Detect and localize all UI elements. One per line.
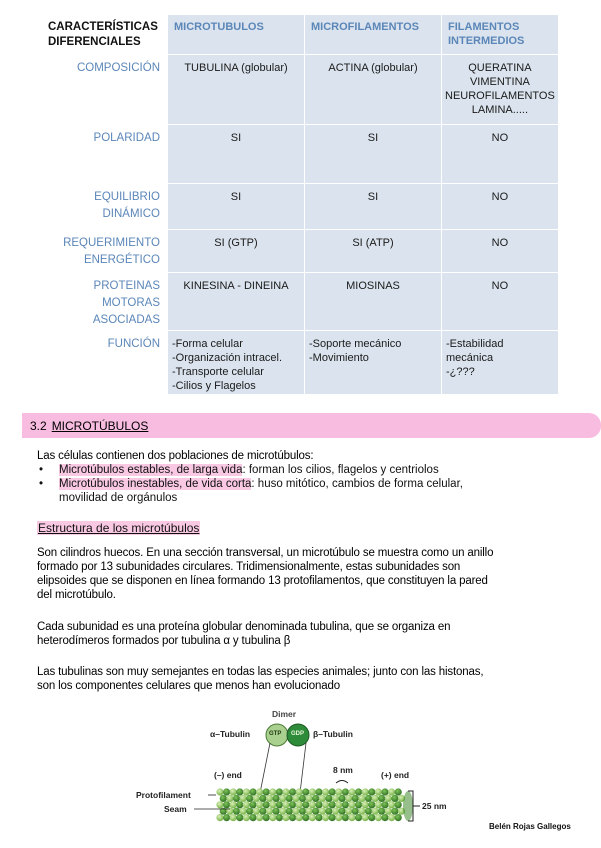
table-cell bbox=[305, 331, 442, 395]
tubulin-subunit bbox=[276, 788, 283, 795]
cell-line: -Estabilidad bbox=[446, 338, 504, 350]
cell-line: -Movimiento bbox=[309, 352, 369, 364]
tubulin-subunit bbox=[358, 795, 365, 802]
tubulin-subunit bbox=[296, 788, 303, 795]
alpha-tubulin-label: α–Tubulin bbox=[210, 729, 251, 739]
tubulin-subunit bbox=[345, 795, 352, 802]
table-cell bbox=[305, 273, 442, 331]
label-line: DINÁMICO bbox=[102, 208, 160, 220]
tubulin-subunit bbox=[286, 808, 293, 815]
section-name: MICROTÚBULOS bbox=[51, 419, 149, 433]
tubulin-subunit bbox=[243, 801, 250, 808]
tubulin-subunit bbox=[216, 814, 223, 821]
tubulin-subunit bbox=[266, 808, 273, 815]
cell-line: NO bbox=[491, 132, 509, 144]
bullet-text: : huso mitótico, cambios de forma celular, bbox=[251, 478, 463, 490]
tubulin-subunit bbox=[273, 795, 280, 802]
tubulin-subunit bbox=[269, 788, 276, 795]
header-line: INTERMEDIOS bbox=[448, 35, 525, 47]
table-row bbox=[45, 125, 559, 184]
tubulin-subunit bbox=[296, 814, 303, 821]
paragraph bbox=[37, 665, 483, 693]
cell-line: QUERATINA bbox=[468, 62, 532, 74]
comparison-table bbox=[44, 14, 559, 395]
tubulin-subunit bbox=[243, 814, 250, 821]
table-cell bbox=[442, 184, 559, 230]
tubulin-subunit bbox=[322, 788, 329, 795]
microtubule-figure bbox=[130, 705, 460, 840]
bullet-dot: • bbox=[39, 478, 44, 490]
tubulin-subunit bbox=[335, 788, 342, 795]
label-line: COMPOSICIÓN bbox=[76, 62, 160, 74]
tubulin-subunit bbox=[381, 814, 388, 821]
tubulin-subunit bbox=[292, 795, 299, 802]
tubulin-subunit bbox=[388, 814, 395, 821]
label-line: ENERGÉTICO bbox=[83, 254, 160, 266]
cell-line: -Soporte mecánico bbox=[309, 338, 402, 350]
tubulin-subunit bbox=[226, 795, 233, 802]
tubulin-subunit bbox=[302, 788, 309, 795]
length-8nm-label: 8 nm bbox=[333, 765, 353, 775]
list-item bbox=[37, 477, 557, 505]
table-row bbox=[45, 230, 559, 273]
tubulin-subunit bbox=[279, 795, 286, 802]
tubulin-subunit bbox=[322, 814, 329, 821]
table-cell bbox=[168, 230, 305, 273]
plus-end-label: (+) end bbox=[381, 770, 410, 780]
tubulin-subunit bbox=[253, 808, 260, 815]
table-cell bbox=[442, 55, 559, 125]
tubulin-subunit bbox=[342, 788, 349, 795]
tubulin-subunit bbox=[253, 795, 260, 802]
tubulin-subunit bbox=[312, 808, 319, 815]
tubulin-subunit bbox=[375, 801, 382, 808]
tubulin-subunit bbox=[269, 801, 276, 808]
tubulin-subunit bbox=[306, 795, 313, 802]
cell-line: VIMENTINA bbox=[469, 76, 530, 88]
tubulin-subunit bbox=[299, 808, 306, 815]
tubulin-subunit bbox=[385, 795, 392, 802]
tubulin-subunit bbox=[282, 801, 289, 808]
table-cell bbox=[442, 331, 559, 395]
tubulin-subunit bbox=[315, 801, 322, 808]
bullet-text: : forman los cilios, flagelos y centriolos bbox=[242, 464, 439, 476]
table-cell bbox=[305, 184, 442, 230]
tubulin-subunit bbox=[335, 814, 342, 821]
label-line: EQUILIBRIO bbox=[94, 191, 160, 203]
tubulin-subunit bbox=[362, 801, 369, 808]
tubulin-subunit bbox=[289, 814, 296, 821]
cell-line: -Transporte celular bbox=[172, 366, 264, 378]
table-cell bbox=[442, 125, 559, 184]
bullet-highlight: Microtúbulos estables, de larga vida bbox=[59, 464, 243, 476]
intro-text: Las células contienen dos poblaciones de microtúbulos: bbox=[37, 450, 314, 462]
tubulin-subunit bbox=[230, 788, 237, 795]
cell-line: NO bbox=[491, 237, 509, 249]
tubulin-subunit bbox=[381, 801, 388, 808]
tubulin-subunit bbox=[319, 795, 326, 802]
tubulin-subunit bbox=[391, 808, 398, 815]
section-header-band bbox=[22, 413, 601, 438]
tubulin-subunit bbox=[355, 801, 362, 808]
tubulin-subunit bbox=[292, 808, 299, 815]
tubulin-subunit bbox=[385, 808, 392, 815]
tubulin-subunit bbox=[236, 801, 243, 808]
tubulin-subunit bbox=[342, 801, 349, 808]
cell-line: SI (GTP) bbox=[214, 237, 258, 249]
tubulin-subunit bbox=[332, 795, 339, 802]
tubulin-subunit bbox=[352, 795, 359, 802]
paragraph bbox=[37, 620, 450, 648]
gtp-label: GTP bbox=[269, 731, 282, 737]
protofilament-label: Protofilament bbox=[136, 790, 191, 800]
tubulin-subunit bbox=[345, 808, 352, 815]
tubulin-subunit bbox=[240, 808, 247, 815]
paragraph-line: elipsoides que se disponen en línea formando 13 protofilamentos, que constituyen la pared bbox=[37, 575, 488, 587]
tubulin-subunit bbox=[375, 814, 382, 821]
paragraph-line: Son cilindros huecos. En una sección transversal, un microtúbulo se muestra como un anillo bbox=[37, 547, 494, 559]
section-title bbox=[30, 419, 148, 433]
diameter-25nm-label: 25 nm bbox=[422, 801, 447, 811]
dimer-pointer-line bbox=[260, 743, 270, 793]
paragraph-line: Cada subunidad es una proteína globular denominada tubulina, que se organiza en bbox=[37, 621, 451, 633]
tubulin-subunit bbox=[372, 808, 379, 815]
cell-line: SI bbox=[367, 132, 379, 144]
tubulin-subunit bbox=[236, 788, 243, 795]
tubulin-subunit bbox=[236, 814, 243, 821]
cell-line: ACTINA (globular) bbox=[328, 62, 418, 74]
corner-line: CARACTERÍSTICAS bbox=[48, 21, 158, 33]
tube-plus-end-cap bbox=[403, 791, 413, 821]
paragraph-line: heterodímeros formados por tubulina α y tubulina β bbox=[37, 635, 291, 647]
table-row bbox=[45, 331, 559, 395]
beta-tubulin-label: β–Tubulin bbox=[313, 729, 353, 739]
tubulin-subunit bbox=[372, 795, 379, 802]
tubulin-subunit bbox=[216, 801, 223, 808]
tubulin-subunit bbox=[246, 808, 253, 815]
tubulin-subunit bbox=[282, 814, 289, 821]
tubulin-subunit bbox=[335, 801, 342, 808]
tubulin-subunit bbox=[302, 814, 309, 821]
tubulin-subunit bbox=[230, 814, 237, 821]
tubulin-subunit bbox=[263, 788, 270, 795]
table-cell bbox=[442, 273, 559, 331]
tubulin-subunit bbox=[365, 795, 372, 802]
tubulin-subunit bbox=[309, 788, 316, 795]
paragraph-line: son los componentes celulares que menos han evolucionado bbox=[37, 680, 340, 692]
tubulin-subunit bbox=[289, 801, 296, 808]
cell-line: SI bbox=[367, 191, 379, 203]
cell-line: SI bbox=[230, 132, 242, 144]
tubulin-subunit bbox=[322, 801, 329, 808]
cell-line: LAMINA..... bbox=[471, 104, 529, 116]
tubulin-subunit bbox=[368, 814, 375, 821]
tubulin-subunit bbox=[319, 808, 326, 815]
table-cell bbox=[305, 230, 442, 273]
row-label-equilibrio bbox=[45, 184, 168, 230]
tubulin-subunit bbox=[352, 808, 359, 815]
paragraph bbox=[37, 546, 493, 602]
tubulin-subunit bbox=[223, 788, 230, 795]
seam-label: Seam bbox=[164, 804, 187, 814]
tubulin-subunit bbox=[302, 801, 309, 808]
corner-line: DIFERENCIALES bbox=[48, 36, 141, 48]
cell-line: -Cilios y Flagelos bbox=[172, 380, 256, 392]
cell-line: MIOSINAS bbox=[346, 280, 400, 292]
tubulin-subunit bbox=[233, 808, 240, 815]
tubulin-subunit bbox=[348, 788, 355, 795]
cell-line: KINESINA - DINEINA bbox=[183, 280, 289, 292]
label-line: REQUERIMIENTO bbox=[63, 237, 160, 249]
tubulin-subunit bbox=[329, 814, 336, 821]
tubulin-subunit bbox=[220, 795, 227, 802]
table-cell bbox=[305, 125, 442, 184]
row-label-composicion bbox=[45, 55, 168, 125]
paragraph-line: Las tubulinas son muy semejantes en todas las especies animales; junto con las histonas, bbox=[37, 666, 484, 678]
subheading bbox=[37, 521, 200, 535]
tubulin-subunit bbox=[269, 814, 276, 821]
tubulin-subunit bbox=[381, 788, 388, 795]
tubulin-subunit bbox=[388, 801, 395, 808]
tubulin-subunit bbox=[276, 814, 283, 821]
bullet-text-continued: movilidad de orgánulos bbox=[59, 492, 178, 504]
table-row bbox=[45, 55, 559, 125]
tubulin-subunit bbox=[329, 788, 336, 795]
tubulin-subunit bbox=[243, 788, 250, 795]
tubulin-subunit bbox=[395, 814, 402, 821]
tubulin-subunit bbox=[249, 814, 256, 821]
paragraph-line: formado por 13 subunidades circulares. Tridimensionalmente, estas subunidades son bbox=[37, 561, 461, 573]
tubulin-subunit bbox=[216, 788, 223, 795]
tubulin-subunit bbox=[276, 801, 283, 808]
tubulin-subunit bbox=[289, 788, 296, 795]
tubulin-subunit bbox=[233, 795, 240, 802]
table-row bbox=[45, 273, 559, 331]
cell-line: mecánica bbox=[446, 352, 494, 364]
tubulin-subunit bbox=[259, 795, 266, 802]
bullet-dot: • bbox=[39, 464, 44, 476]
tubulin-subunit bbox=[362, 814, 369, 821]
bullet-highlight: Microtúbulos inestables, de vida corta bbox=[59, 478, 252, 490]
row-label-funcion bbox=[45, 331, 168, 395]
label-line: POLARIDAD bbox=[93, 132, 160, 144]
tubulin-subunit bbox=[249, 801, 256, 808]
row-label-proteinas bbox=[45, 273, 168, 331]
paragraph-line: del microtúbulo. bbox=[37, 589, 116, 601]
tubulin-subunit bbox=[230, 801, 237, 808]
cell-line: NO bbox=[491, 280, 509, 292]
tubulin-subunit bbox=[391, 795, 398, 802]
table-cell bbox=[168, 125, 305, 184]
cell-line: SI bbox=[230, 191, 242, 203]
tubulin-subunit bbox=[339, 808, 346, 815]
list-item bbox=[37, 463, 557, 477]
tubulin-subunit bbox=[309, 814, 316, 821]
row-label-requerimiento bbox=[45, 230, 168, 273]
tubulin-subunit bbox=[368, 788, 375, 795]
tubulin-subunit bbox=[263, 801, 270, 808]
tubulin-subunit bbox=[355, 788, 362, 795]
tubulin-subunit bbox=[266, 795, 273, 802]
tubulin-subunit bbox=[306, 808, 313, 815]
tubulin-subunit bbox=[388, 788, 395, 795]
tubulin-subunit bbox=[299, 795, 306, 802]
header-microfilamentos bbox=[305, 15, 442, 55]
tubulin-subunit bbox=[263, 814, 270, 821]
table-cell bbox=[168, 55, 305, 125]
microtubule-tube bbox=[216, 788, 413, 821]
table-cell bbox=[168, 273, 305, 331]
tubulin-subunit bbox=[325, 795, 332, 802]
section-number: 3.2 bbox=[30, 419, 47, 433]
tubulin-subunit bbox=[249, 788, 256, 795]
tubulin-subunit bbox=[246, 795, 253, 802]
row-label-polaridad bbox=[45, 125, 168, 184]
tubulin-subunit bbox=[315, 814, 322, 821]
label-line: FUNCIÓN bbox=[107, 338, 160, 350]
gdp-label: GDP bbox=[291, 731, 305, 737]
tubulin-subunit bbox=[348, 814, 355, 821]
header-microtubulos bbox=[168, 15, 305, 55]
header-line: MICROTUBULOS bbox=[174, 21, 264, 33]
cell-line: TUBULINA (globular) bbox=[184, 62, 288, 74]
tubulin-subunit bbox=[223, 814, 230, 821]
tubulin-subunit bbox=[375, 788, 382, 795]
tubulin-subunit bbox=[325, 808, 332, 815]
dimer-pointer-line bbox=[300, 743, 306, 793]
header-line: FILAMENTOS bbox=[448, 21, 520, 33]
tubulin-subunit bbox=[223, 801, 230, 808]
table-cell bbox=[168, 184, 305, 230]
tubulin-subunit bbox=[355, 814, 362, 821]
cell-line: NEUROFILAMENTOS bbox=[445, 90, 555, 102]
minus-end-label: (–) end bbox=[214, 770, 242, 780]
table-row bbox=[45, 184, 559, 230]
tubulin-subunit bbox=[329, 801, 336, 808]
table-cell bbox=[442, 230, 559, 273]
author-credit: Belén Rojas Gallegos bbox=[489, 822, 571, 831]
cell-line: SI (ATP) bbox=[352, 237, 394, 249]
tubulin-subunit bbox=[368, 801, 375, 808]
table-cell bbox=[305, 55, 442, 125]
tubulin-subunit bbox=[365, 808, 372, 815]
cell-line: -Forma celular bbox=[172, 338, 243, 350]
tubulin-subunit bbox=[362, 788, 369, 795]
dimer-label: Dimer bbox=[272, 709, 297, 719]
tubulin-subunit bbox=[296, 801, 303, 808]
label-line: ASOCIADAS bbox=[92, 314, 160, 326]
tubulin-subunit bbox=[342, 814, 349, 821]
tubulin-subunit bbox=[339, 795, 346, 802]
cell-line: NO bbox=[491, 191, 509, 203]
subheading-text: Estructura de los microtúbulos bbox=[38, 521, 200, 535]
header-line: MICROFILAMENTOS bbox=[311, 21, 419, 33]
tubulin-subunit bbox=[286, 795, 293, 802]
tubulin-subunit bbox=[256, 788, 263, 795]
tubulin-subunit bbox=[332, 808, 339, 815]
label-line: MOTORAS bbox=[102, 297, 160, 309]
table-header-row bbox=[45, 15, 559, 55]
tubulin-subunit bbox=[282, 788, 289, 795]
tubulin-subunit bbox=[395, 788, 402, 795]
dimer-length-bracket bbox=[336, 781, 348, 784]
tubulin-subunit bbox=[358, 808, 365, 815]
tubulin-subunit bbox=[240, 795, 247, 802]
tubulin-subunit bbox=[279, 808, 286, 815]
tubulin-subunit bbox=[395, 801, 402, 808]
header-filamentos-intermedios bbox=[442, 15, 559, 55]
tubulin-subunit bbox=[312, 795, 319, 802]
cell-line: -¿??? bbox=[446, 366, 475, 378]
tubulin-subunit bbox=[256, 801, 263, 808]
tubulin-subunit bbox=[309, 801, 316, 808]
tubulin-subunit bbox=[378, 795, 385, 802]
tubulin-subunit bbox=[315, 788, 322, 795]
microtubule-diagram bbox=[130, 705, 460, 840]
tubulin-subunit bbox=[378, 808, 385, 815]
cell-line: -Organización intracel. bbox=[172, 352, 283, 364]
table-corner-header bbox=[45, 15, 168, 55]
tubulin-subunit bbox=[273, 808, 280, 815]
tubulin-subunit bbox=[348, 801, 355, 808]
tubulin-subunit bbox=[256, 814, 263, 821]
bullet-list bbox=[37, 463, 557, 505]
tubulin-subunit bbox=[259, 808, 266, 815]
table-cell bbox=[168, 331, 305, 395]
label-line: PROTEINAS bbox=[93, 280, 160, 292]
